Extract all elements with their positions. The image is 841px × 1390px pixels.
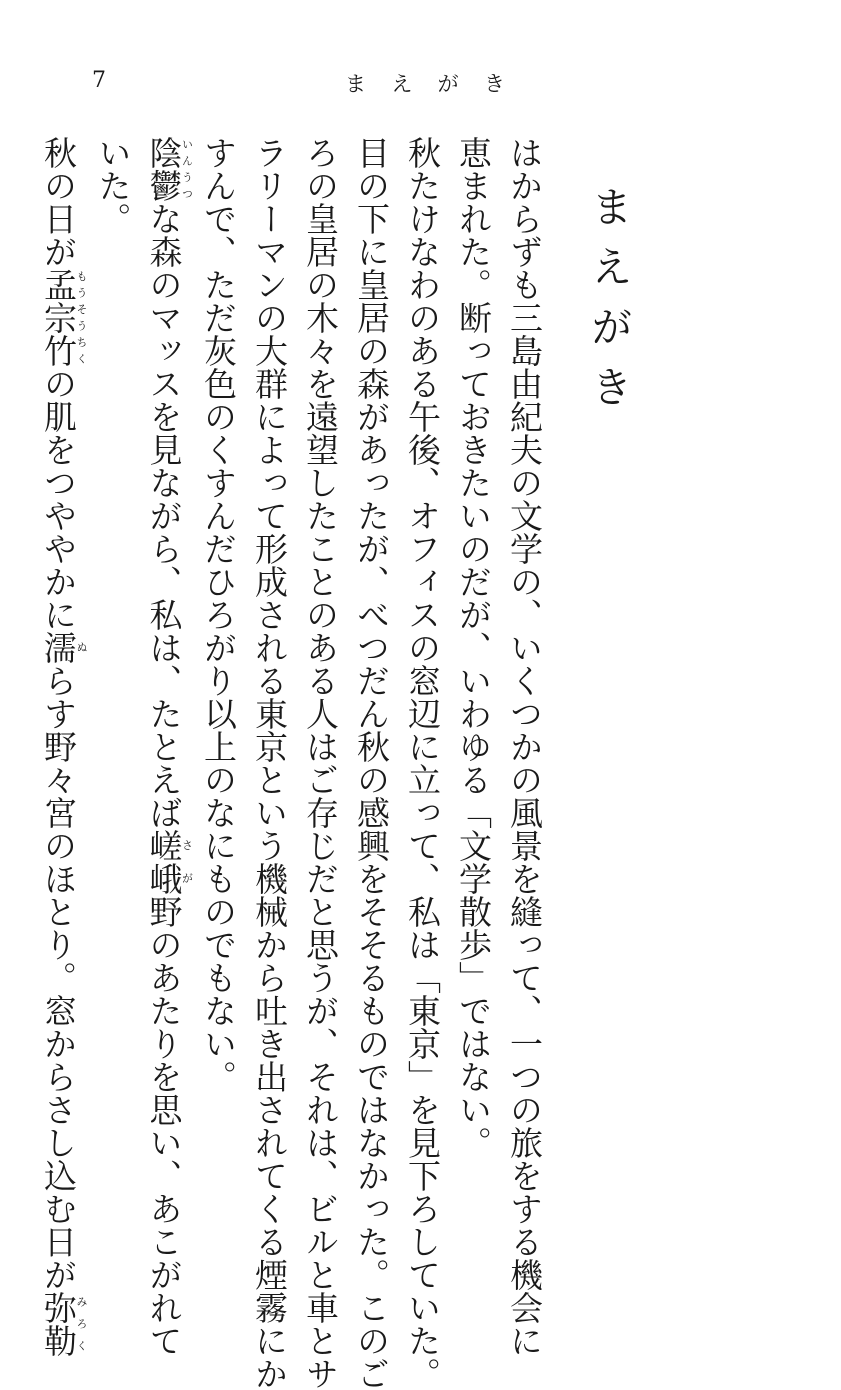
- ruby-base: 弥勒: [39, 1291, 78, 1357]
- running-head-char: が: [437, 72, 459, 96]
- ruby-reading: もうそうちく: [75, 268, 88, 367]
- ruby-base: 濡: [39, 631, 78, 664]
- ruby-reading: いんうつ: [180, 136, 194, 202]
- text-segment: の肌をつややかに: [39, 367, 78, 631]
- ruby-base: 孟宗竹: [39, 268, 78, 367]
- text-segment: らす野々宮のほとり。窓からさし込む日が: [39, 664, 78, 1291]
- ruby-annotation: [144, 136, 194, 202]
- ruby-annotation: [39, 1291, 88, 1357]
- running-head-char: え: [391, 72, 413, 96]
- ruby-base: 嵯峨: [144, 829, 184, 895]
- ruby-reading: ぬ: [75, 631, 88, 664]
- text-segment: な森のマッスを見ながら、私は、たとえば: [144, 202, 184, 829]
- running-head-char: き: [483, 72, 505, 96]
- text-line: [139, 136, 194, 1357]
- ruby-reading: さが: [180, 829, 194, 895]
- running-head-char: ま: [345, 72, 366, 96]
- page-number: 7: [92, 68, 106, 93]
- text-line: ろの皇居の木々を遠望したことのある人はご存じだと思うが、それは、ビルと車とサ: [301, 136, 340, 1390]
- text-line: 目の下に皇居の森があったが、べつだん秋の感興をそそるものではなかった。このご: [352, 136, 391, 1390]
- ruby-annotation: [39, 631, 88, 664]
- ruby-reading: みろく: [75, 1291, 88, 1357]
- ruby-annotation: [144, 829, 194, 895]
- text-line: いた。: [93, 136, 133, 235]
- text-line: すんで、ただ灰色のくすんだひろがり以上のなにものでもない。: [199, 136, 238, 1093]
- text-line: 恵まれた。断っておきたいのだが、いわゆる「文学散歩」ではない。: [454, 136, 493, 1159]
- running-head: [345, 68, 505, 98]
- text-line: [33, 136, 88, 1357]
- ruby-annotation: [39, 268, 88, 367]
- body-text: [39, 136, 550, 1390]
- ruby-base: 陰鬱: [144, 136, 184, 202]
- text-segment: 秋の日が: [39, 136, 78, 268]
- text-line: はからずも三島由紀夫の文学の、いくつかの風景を縫って、一つの旅をする機会に: [505, 136, 544, 1357]
- chapter-title: まえがき: [585, 185, 634, 425]
- text-line: 秋たけなわのある午後、オフィスの窓辺に立って、私は「東京」を見下ろしていた。: [403, 136, 442, 1390]
- text-line: ラリーマンの大群によって形成される東京という機械から吐き出されてくる煙霧にか: [250, 136, 289, 1390]
- text-segment: 野のあたりを思い、あこがれて: [144, 895, 184, 1357]
